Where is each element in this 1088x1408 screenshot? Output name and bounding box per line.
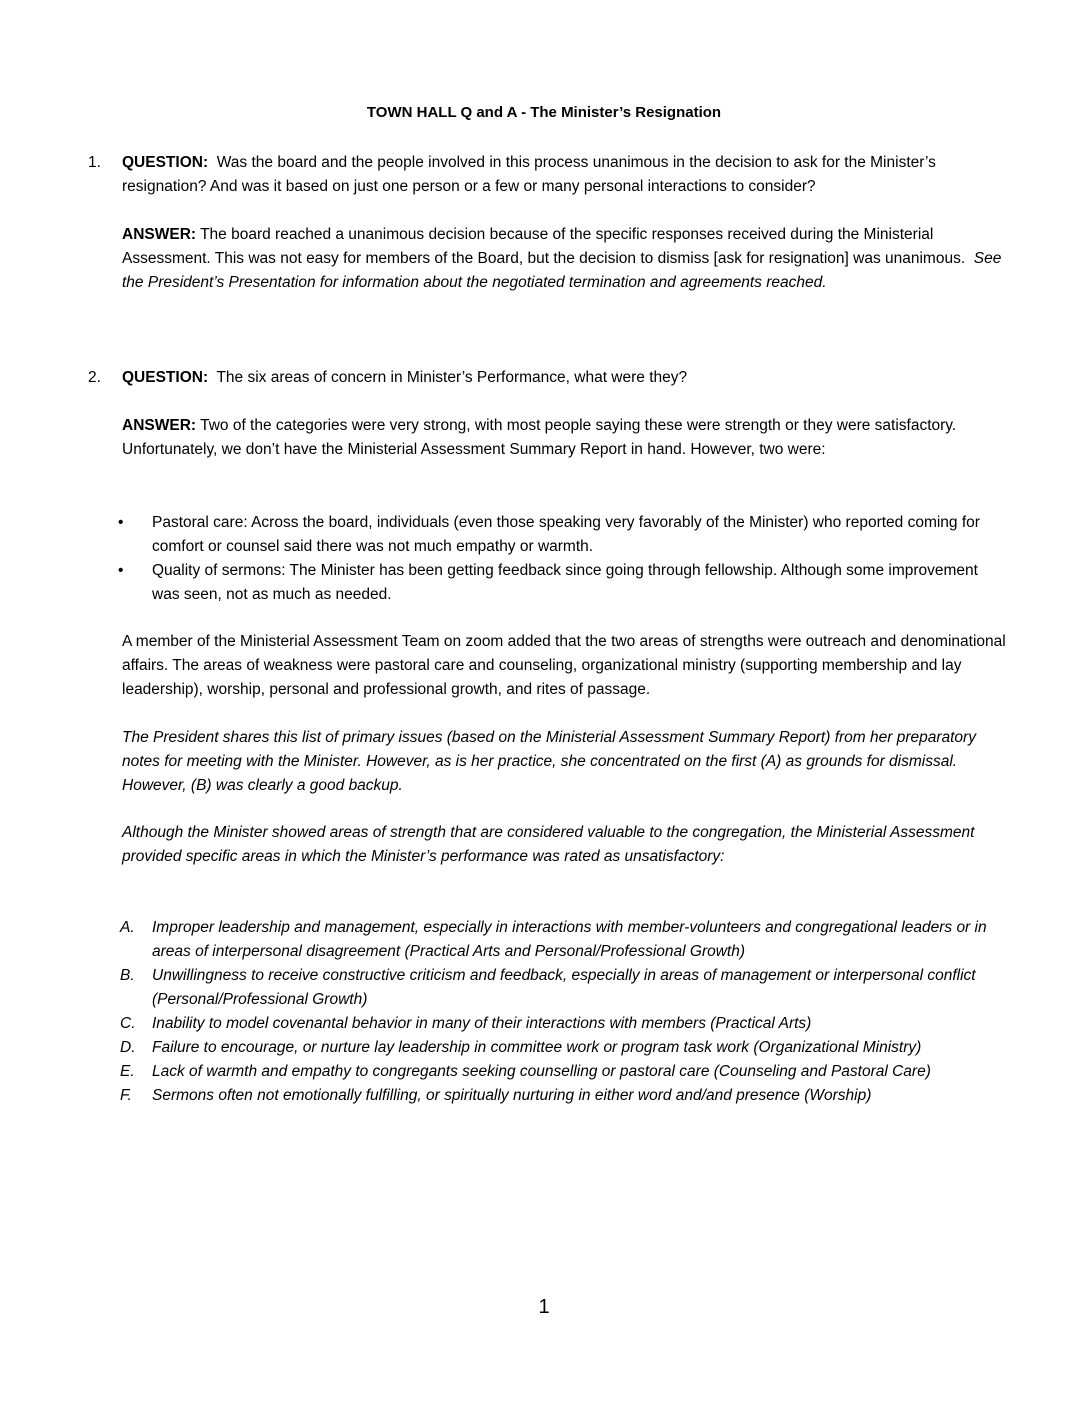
issue-item (88, 1036, 1008, 1060)
qa-item-1 (88, 151, 1008, 295)
bullet-icon: • (118, 562, 124, 579)
answer-italic-note: See the President’s Presentation for information about the negotiated termination and agreements reached. (122, 250, 1002, 291)
bullet-item (88, 511, 1008, 559)
answer-text: Two of the categories were very strong, with most people saying these were strength or they were satisfactory. Unfortunately, we don’t have the Ministerial Assessment Summary Report in hand. However, two were: (122, 417, 957, 458)
issue-letter: F. (120, 1087, 132, 1104)
intro-section (88, 821, 1008, 869)
document-title: TOWN HALL Q and A - The Minister’s Resignation (366, 104, 722, 121)
issue-text: Lack of warmth and empathy to congregants seeking counselling or pastoral care (Counseling and Pastoral Care) (152, 1063, 931, 1080)
item-number: 2. (88, 369, 101, 386)
question-1 (122, 151, 1008, 199)
president-note: The President shares this list of primary issues (based on the Ministerial Assessment Summary Report) from her preparatory notes for meeting with the Minister. However, as is her practice, she concentrated on the first (A) as grounds for dismissal. However, (B) was clearly a good backup. (122, 729, 976, 794)
answer-text: The board reached a unanimous decision because of the specific responses received during the Ministerial Assessment. This was not easy for members of the Board, but the decision to dismiss [ask for resignation] was unanimous. (122, 226, 966, 267)
qa-item-2 (88, 366, 1008, 462)
issue-letter: C. (120, 1015, 136, 1032)
issue-text: Improper leadership and management, especially in interactions with member-volunteers and congregational leaders or in areas of interpersonal disagreement (Practical Arts and Personal/Professional Growth) (152, 919, 987, 960)
issue-text: Inability to model covenantal behavior in many of their interactions with members (Practical Arts) (152, 1015, 812, 1032)
question-2 (122, 366, 1008, 390)
answer-label: ANSWER: (122, 226, 197, 243)
issues-intro: Although the Minister showed areas of strength that are considered valuable to the congregation, the Ministerial Assessment provided specific areas in which the Minister’s performance was rated as unsatisfactory: (122, 824, 975, 865)
question-text: Was the board and the people involved in this process unanimous in the decision to ask for the Minister’s resignation? And was it based on just one person or a few or many personal interactions to consider? (122, 154, 936, 195)
issues-list (88, 916, 1008, 1108)
bullet-icon: • (118, 514, 124, 531)
issue-letter: D. (120, 1039, 136, 1056)
issue-item (88, 916, 1008, 964)
question-label: QUESTION: (122, 369, 209, 386)
bullet-text: Quality of sermons: The Minister has been getting feedback since going through fellowship. Although some improvement was seen, not as much as needed. (152, 562, 978, 603)
issue-item (88, 964, 1008, 1012)
issue-item (88, 1012, 1008, 1036)
issue-item (88, 1060, 1008, 1084)
bullet-list (88, 511, 1008, 607)
question-text: The six areas of concern in Minister’s Performance, what were they? (216, 369, 688, 386)
page-number: 1 (538, 1296, 550, 1318)
issues-section (88, 916, 1008, 1108)
answer-label: ANSWER: (122, 417, 197, 434)
bullet-item (88, 559, 1008, 607)
question-label: QUESTION: (122, 154, 209, 171)
issue-letter: E. (120, 1063, 135, 1080)
president-note-section (88, 726, 1008, 798)
issue-letter: A. (120, 919, 135, 936)
team-note: A member of the Ministerial Assessment Team on zoom added that the two areas of strengths were outreach and denominational affairs. The areas of weakness were pastoral care and counseling, organizational ministry (supporting membership and lay leadership), worship, personal and professional growth, and rites of passage. (122, 633, 1006, 698)
item-number: 1. (88, 154, 101, 171)
issue-text: Failure to encourage, or nurture lay leadership in committee work or program task work (Organizational Ministry) (152, 1039, 922, 1056)
answer-2 (122, 414, 1008, 462)
issue-letter: B. (120, 967, 135, 984)
bullet-text: Pastoral care: Across the board, individuals (even those speaking very favorably of the Minister) who reported coming for comfort or counsel said there was not much empathy or warmth. (152, 514, 980, 555)
issue-text: Sermons often not emotionally fulfilling, or spiritually nurturing in either word and/and presence (Worship) (152, 1087, 872, 1104)
issue-item (88, 1084, 1008, 1108)
bullet-section (88, 511, 1008, 607)
team-note-section (88, 630, 1008, 702)
issue-text: Unwillingness to receive constructive criticism and feedback, especially in areas of management or interpersonal conflict (Personal/Professional Growth) (152, 967, 976, 1008)
answer-1 (122, 223, 1008, 295)
